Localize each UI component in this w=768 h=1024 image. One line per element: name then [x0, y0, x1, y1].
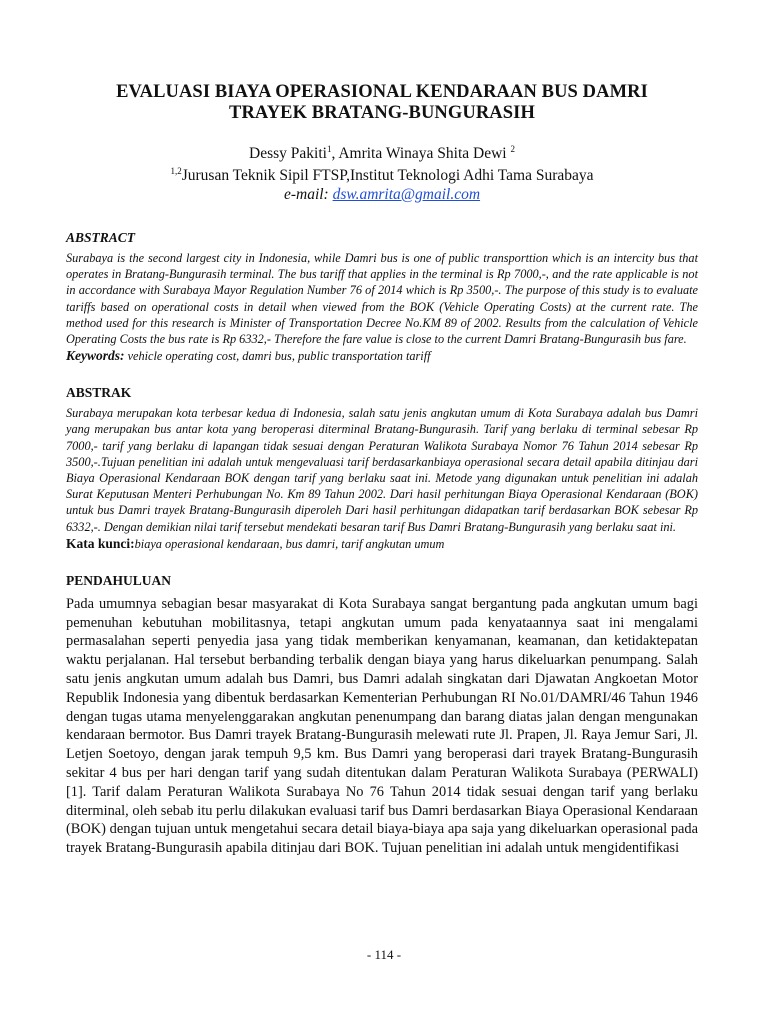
abstrak-section — [66, 385, 698, 552]
paper-title — [66, 82, 698, 124]
affiliation-sup: 1,2 — [170, 165, 182, 176]
email-label: e-mail: — [283, 186, 333, 203]
affiliation-text: Jurusan Teknik Sipil FTSP,Institut Teknologi Adhi Tama Surabaya — [181, 167, 594, 184]
abstract-text: Surabaya is the second largest city in Indonesia, while Damri bus is one of public transporttion which is an intercity bus that operates in Bratang-Bungurasih terminal. The bus tariff that applies in the terminal is Rp 7000,-, and the rate applicable is not in accordance with Surabaya Mayor Regulation Number 76 of 2014 which is Rp 3500,-. The purpose of this study is to evaluate tariffs based on operational costs in detail when viewed from the BOK (Vehicle Operating Costs) at the current rate. The method used for this research is Minister of Transportation Decree No.KM 89 of 2002. Results from the calculation of Vehicle Operating Costs the bus rate is Rp 6332,- Therefore the fare value is close to the current Damri Bratang-Bungurasih bus fare. — [66, 251, 698, 347]
abstract-heading: ABSTRACT — [66, 230, 136, 245]
keywords-label: Keywords: — [66, 348, 125, 364]
title-line-2: TRAYEK BRATANG-BUNGURASIH — [229, 103, 535, 123]
author-2-sup: 2 — [510, 143, 515, 154]
kata-kunci-text: biaya operasional kendaraan, bus damri, tarif angkutan umum — [134, 536, 445, 551]
author-1-sup: 1 — [326, 143, 332, 154]
pendahuluan-text: Pada umumnya sebagian besar masyarakat di Kota Surabaya sangat bergantung pada angkutan umum bagi pemenuhan kebutuhan mobilitasnya, tetapi angkutan umum pada kenyataannya saat ini mengalami permasalahan seperti penyedia jasa yang tidak memberikan kenyamanan, keamanan, dan ketidaktepatan waktu perjalanan. Hal tersebut berbanding terbalik dengan biaya yang harus dikeluarkan penumpang. Salah satu jenis angkutan umum adalah bus Damri, bus Damri adalah singkatan dari Djawatan Angkoetan Motor Republik Indonesia yang dibentuk berdasarkan Kementerian Perhubungan RI No.01/DAMRI/46 Tahun 1946 dengan tugas utama menyelenggarakan angkutan penenumpang dan barang diatas jalan dengan mengunakan kendaraan bermotor. Bus Damri trayek Bratang-Bungurasih melewati rute Jl. Prapen, Jl. Raya Jemur Sari, Jl. Letjen Soetoyo, dengan jarak tempuh 9,5 km. Bus Damri yang beroperasi dari trayek Bratang-Bungurasih sekitar 4 bus per hari dengan tarif yang sudah ditentukan dalam Peraturan Walikota Surabaya (PERWALI) [1]. Tarif dalam Peraturan Walikota Surabaya No 76 Tahun 2014 tidak sesuai dengan tarif yang berlaku diterminal, oleh sebab itu perlu dilakukan evaluasi tarif bus Damri berdasarkan Biaya Operasional Kendaraan (BOK) dengan tujuan untuk mengetahui secara detail biaya-biaya apa saja yang dikeluarkan operasional pada trayek Bratang-Bungurasih apabila ditinjau dari BOK. Tujuan penelitian ini adalah untuk mengidentifikasi — [66, 595, 698, 857]
abstrak-heading: ABSTRAK — [66, 385, 132, 401]
author-separator: , — [331, 145, 339, 162]
kata-kunci-label: Kata kunci: — [66, 535, 135, 551]
paper-page — [66, 82, 698, 858]
kata-kunci-line — [66, 536, 698, 552]
author-1-name: Dessy Pakiti — [249, 145, 327, 162]
keywords-text: vehicle operating cost, damri bus, public transportation tariff — [124, 349, 431, 364]
email-line — [66, 185, 698, 204]
affiliation — [66, 166, 698, 185]
author-list — [66, 144, 698, 164]
pendahuluan-heading: PENDAHULUAN — [66, 572, 172, 588]
email-link[interactable]: dsw.amrita@gmail.com — [332, 186, 481, 203]
title-line-1: EVALUASI BIAYA OPERASIONAL KENDARAAN BUS DAMRI — [116, 82, 648, 102]
pendahuluan-section — [66, 573, 698, 858]
keywords-line — [66, 348, 698, 364]
author-2-name: Amrita Winaya Shita Dewi — [338, 145, 507, 162]
page-number: - 114 - — [366, 947, 402, 962]
abstract-section — [66, 230, 698, 364]
abstrak-text: Surabaya merupakan kota terbesar kedua di Indonesia, salah satu jenis angkutan umum di Kota Surabaya adalah bus Damri yang merupakan bus antar kota yang beroperasi diterminal Bratang-Bungurasih. Tarif yang berlaku di terminal sebesar Rp 7000,- tarif yang berlaku di lapangan tidak sesuai dengan Peraturan Walikota Surabaya Nomor 76 Tahun 2014 sebesar Rp 3500,-.Tujuan penelitian ini adalah untuk mengevaluasi tarif berdasarkanbiaya operasional secara detail apabila ditinjau dari Biaya Operasional Kendaraan BOK dengan tarif yang berlaku saat ini. Metode yang digunakan untuk penelitian ini adalah Surat Keputusan Menteri Perhubungan No. Km 89 Tahun 2002. Dari hasil perhitungan Biaya Operasional Kendaraan (BOK) untuk bus Damri trayek Bratang-Bungurasih diperoleh Dari hasil perhitungan didapatkan tarif berdasarkan BOK sebesar Rp 6332,-. Dengan demikian nilai tarif tersebut mendekati besaran tarif Bus Damri Bratang-Bungurasih yang berlaku saat ini. — [66, 406, 698, 534]
